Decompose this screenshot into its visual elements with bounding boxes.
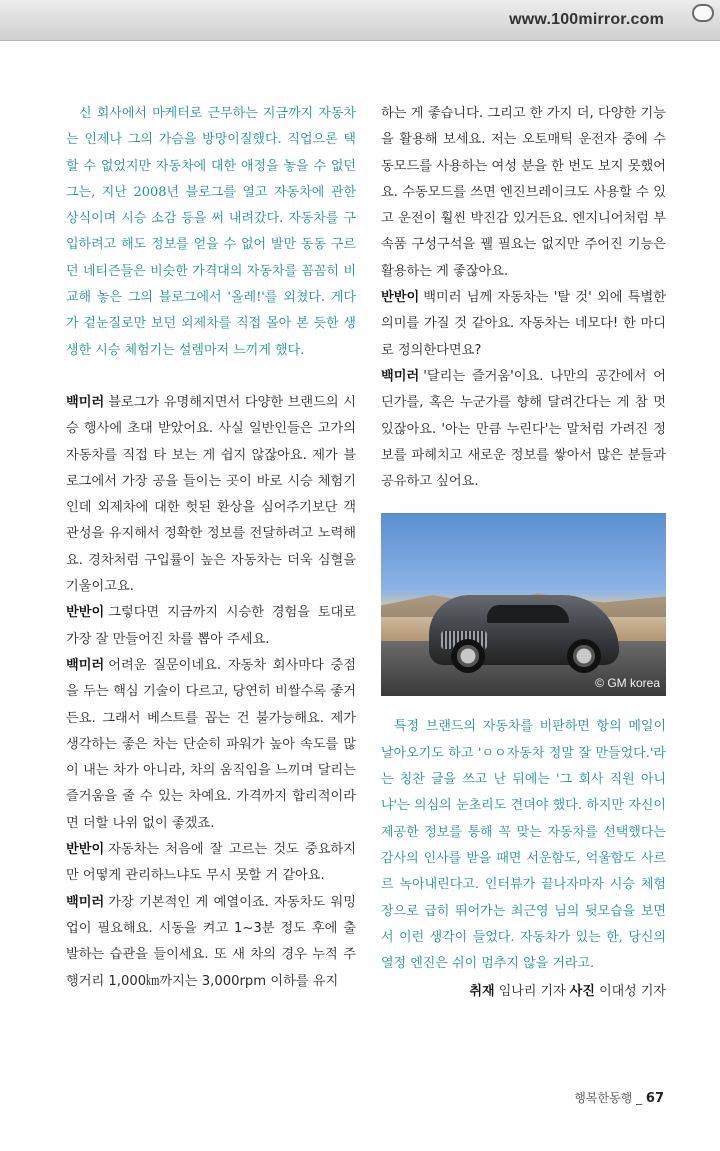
qa-item — [381, 364, 666, 495]
car-window — [487, 605, 569, 623]
question-text: 백미러 님께 자동차는 '탈 것' 외에 특별한 의미를 가질 것 같아요. 자동차는 네모다! 한 마디로 정의한다면요? — [381, 290, 666, 358]
top-bar — [0, 0, 720, 41]
answer-text: 어려운 질문이네요. 자동차 회사마다 중점을 두는 핵심 기술이 다르고, 당연히 비쌀수록 좋거든요. 그래서 베스트를 꼽는 건 불가능해요. 제가 생각하는 좋은 차는 단순히 파워가 높아 속도를 많이 내는 차가 아니라, 차의 움직임을 느끼며 달리는 즐거움을 줄 수 있는 차예요. 가격까지 합리적이라면 더할 나위 없이 좋겠죠. — [66, 657, 356, 831]
speaker-label: 반반이 — [66, 842, 105, 858]
speaker-label: 백미러 — [381, 368, 420, 384]
question-text: 자동차는 처음에 잘 고르는 것도 중요하지만 어떻게 관리하느냐도 무시 못할 거 같아요. — [66, 842, 356, 884]
answer-text: 가장 기본적인 게 예열이죠. 자동차도 워밍업이 필요해요. 시동을 켜고 1~3분 정도 후에 출발하는 습관을 들이세요. 또 새 차의 경우 누적 주행거리 1,000㎞까지는 3,000rpm 이하를 유지 — [66, 894, 356, 989]
answer-text: 블로그가 유명해지면서 다양한 브랜드의 시승 행사에 초대 받았어요. 사실 일반인들은 고가의 자동차를 직접 타 보는 게 쉽지 않잖아요. 제가 블로그에서 가장 공을 들이는 곳이 바로 시승 체험기인데 외제차에 대한 헛된 환상을 심어주기보단 객관성을 유지해서 정확한 정보를 전달하려고 노력해요. 경차처럼 구입률이 높은 자동차는 더욱 심혈을 기울이고요. — [66, 394, 356, 595]
photo-credit: © GM korea — [595, 676, 660, 691]
report-label: 취재 — [469, 984, 495, 1000]
speaker-label: 반반이 — [381, 290, 420, 306]
site-url[interactable]: www.100mirror.com — [509, 11, 664, 28]
qa-item — [66, 653, 356, 837]
speaker-label: 백미러 — [66, 894, 105, 910]
qa-item — [66, 890, 356, 995]
continuation-paragraph: 하는 게 좋습니다. 그리고 한 가지 더, 다양한 기능을 활용해 보세요. 저는 오토매틱 운전자 중에 수동모드를 사용하는 여성 분을 한 번도 보지 못했어요. 수동모드를 쓰면 엔진브레이크도 사용할 수 있고 운전이 훨씬 박진감 있거든요. 엔지니어처럼 부속품 구성구석을 꿸 필요는 없지만 주어진 기능은 활용하는 게 좋잖아요. — [381, 106, 666, 279]
magazine-name: 행복한동행 _ — [574, 1091, 643, 1105]
left-column — [66, 101, 356, 995]
answer-text: '달리는 즐거움'이요. 나만의 공간에서 어딘가를, 혹은 누군가를 향해 달려간다는 게 참 멋있잖아요. '아는 만큼 누린다'는 말처럼 가려진 정보를 파헤치고 새로운 정보를 쌓아서 많은 분들과 공유하고 싶어요. — [381, 368, 666, 490]
photographer-name: 이대성 기자 — [599, 984, 666, 1000]
photo-label: 사진 — [569, 984, 595, 1000]
closing-paragraph: 특정 브랜드의 자동차를 비판하면 항의 메일이 날아오기도 하고 'ㅇㅇ자동차 정말 잘 만들었다.'라는 칭찬 글을 쓰고 난 뒤에는 '그 회사 직원 아니냐'는 의심의 눈초리도 견뎌야 했다. 하지만 자신이 제공한 정보를 통해 꼭 맞는 자동차를 선택했다는 감사의 인사를 받을 때면 서운함도, 억울함도 사르르 녹아내린다고. 인터뷰가 끝나자마자 시승 체험장으로 급히 뛰어가는 최근영 님의 뒷모습을 보면서 이런 생각이 들었다. 자동차가 있는 한, 당신의 열정 엔진은 쉬이 멈추지 않을 거라고. — [381, 719, 666, 972]
intro-paragraph: 신 회사에서 마케터로 근무하는 지금까지 자동차는 인제나 그의 가슴을 방망이질했다. 직업으론 택할 수 없었지만 자동차에 대한 애정을 놓을 수 없던 그는, 지난 2008년 블로그를 열고 자동차에 관한 상식이며 시승 소감 등을 써 내려갔다. 자동차를 구입하려고 해도 정보를 얻을 수 없어 발만 동동 구르던 네티즌들은 비슷한 가격대의 자동차를 꼼꼼히 비교해 놓은 그의 블로그에서 '올레!'를 외쳤다. 게다가 겉눈질로만 보던 외제차를 직접 몰아 본 듯한 생생한 시승 체험기는 설렘마저 느끼게 했다. — [66, 106, 356, 358]
right-column — [381, 101, 666, 1003]
speaker-label: 백미러 — [66, 394, 105, 410]
qa-item — [381, 285, 666, 364]
qa-item — [66, 600, 356, 653]
speaker-label: 반반이 — [66, 605, 105, 621]
car-photo — [381, 513, 666, 696]
page-number: 67 — [645, 1091, 664, 1106]
question-text: 그렇다면 지금까지 시승한 경험을 토대로 가장 잘 만들어진 차를 뽑아 주세요. — [66, 605, 356, 647]
scroll-handle-icon[interactable] — [692, 4, 714, 22]
page-footer — [574, 1089, 664, 1106]
qa-item — [66, 837, 356, 890]
byline — [381, 981, 666, 1003]
speaker-label: 백미러 — [66, 657, 105, 673]
reporter-name: 임나리 기자 — [498, 984, 566, 1000]
qa-item — [66, 390, 356, 600]
